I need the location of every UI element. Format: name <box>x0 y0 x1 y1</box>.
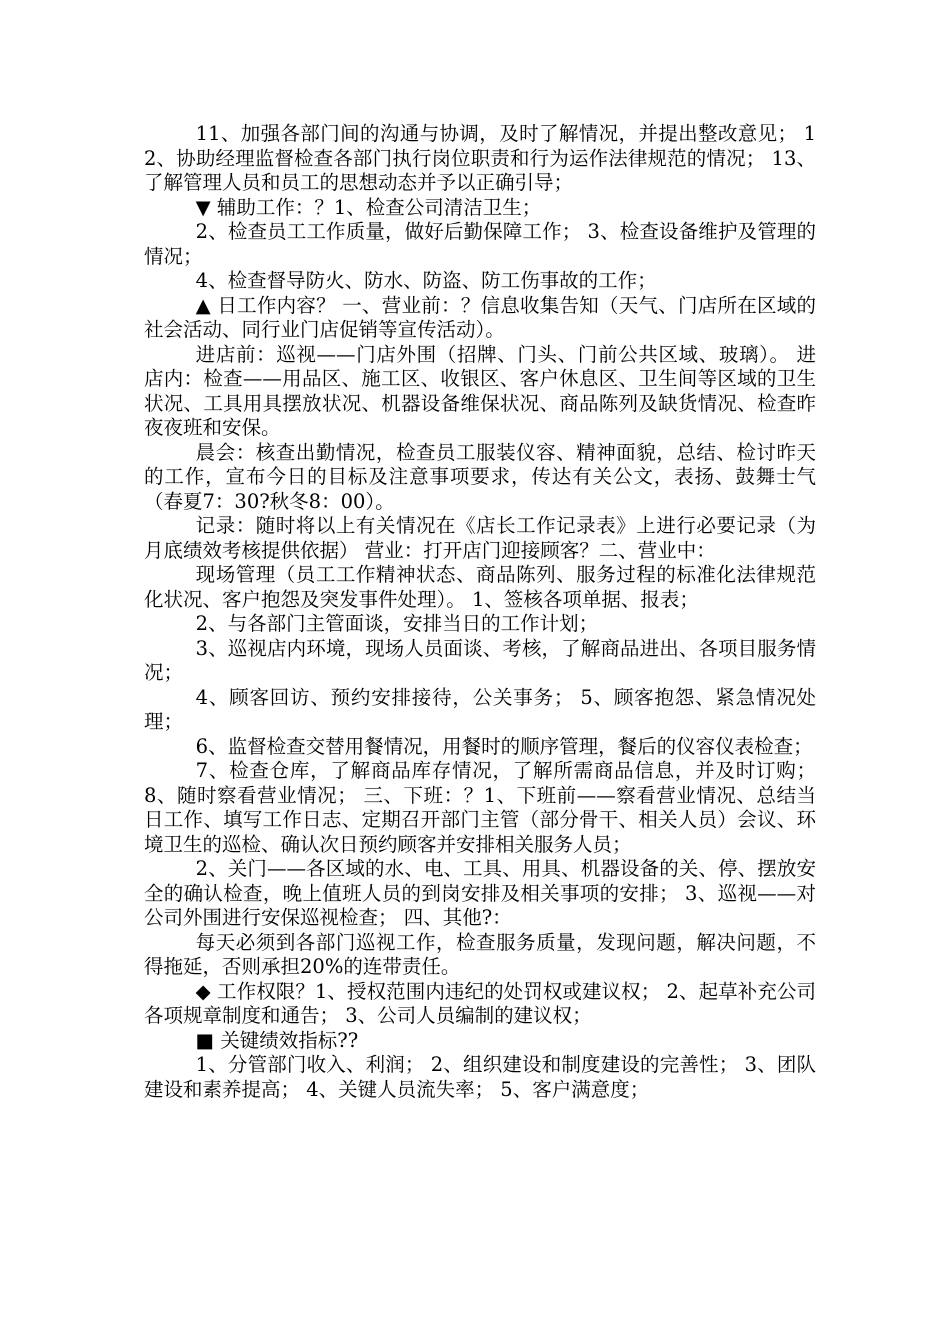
paragraph-supervisor-meetings: 2、与各部门主管面谈，安排当日的工作计划； <box>195 612 599 635</box>
paragraph-store-patrol: 3、巡视店内环境，现场人员面谈、考核，了解商品进出、各项目服务情况； <box>144 636 816 684</box>
paragraph-quality-equipment: 2、检查员工工作质量，做好后勤保障工作； 3、检查设备维护及管理的情况； <box>144 220 816 268</box>
paragraph-coordination-duties: 11、加强各部门间的沟通与协调，及时了解情况，并提出整改意见； 12、协助经理监督检查各部门执行岗位职责和行为运作法律规范的情况； 13、了解管理人员和员工的思想动态并予以正确引导； <box>144 122 816 194</box>
paragraph-safety-supervision: 4、检查督导防火、防水、防盗、防工伤事故的工作； <box>195 269 657 292</box>
paragraph-customer-followup: 4、顾客回访、预约安排接待，公关事务； 5、顾客抱怨、紧急情况处理； <box>144 685 816 733</box>
paragraph-record-and-opening: 记录：随时将以上有关情况在《店长工作记录表》上进行必要记录（为月底绩效考核提供依据） 营业：打开店门迎接顾客？二、营业中： <box>144 514 816 562</box>
paragraph-store-inspection: 进店前：巡视——门店外围（招牌、门头、门前公共区域、玻璃）。 进店内：检查——用品区、施工区、收银区、客户休息区、卫生间等区域的卫生状况、工具用具摆放状况、机器设备维保状况、商品陈列及缺货情况、检查昨夜夜班和安保。 <box>144 342 816 439</box>
paragraph-auxiliary-work: ▼ 辅助工作：？1、检查公司清洁卫生； <box>195 195 542 219</box>
paragraph-closing-checks: 2、关门——各区域的水、电、工具、用具、机器设备的关、停、摆放安全的确认检查，晚上值班人员的到岗安排及相关事项的安排； 3、巡视——对公司外围进行安保巡视检查； 四、其他?： <box>144 857 816 929</box>
paragraph-work-authority: ◆ 工作权限？1、授权范围内违纪的处罚权或建议权； 2、起草补充公司各项规章制度和通告； 3、公司人员编制的建议权； <box>144 979 816 1027</box>
paragraph-daily-patrol-responsibility: 每天必须到各部门巡视工作，检查服务质量，发现问题，解决问题，不得拖延，否则承担20%的连带责任。 <box>144 930 816 978</box>
paragraph-daily-work-before-opening: ▲ 日工作内容？ 一、营业前：？信息收集告知（天气、门店所在区域的社会活动、同行业门店促销等宣传活动）。 <box>144 293 816 341</box>
paragraph-kpi-list: 1、分管部门收入、利润； 2、组织建设和制度建设的完善性； 3、团队建设和素养提高； 4、关键人员流失率； 5、客户满意度； <box>144 1053 816 1101</box>
paragraph-warehouse-and-closing: 7、检查仓库，了解商品库存情况，了解所需商品信息，并及时订购； 8、随时察看营业情况； 三、下班：？1、下班前——察看营业情况、总结当日工作、填写工作日志、定期召开部门主管（部分骨干、相关人员）会议、环境卫生的巡检、确认次日预约顾客并安排相关服务人员； <box>144 759 823 856</box>
paragraph-meal-supervision: 6、监督检查交替用餐情况，用餐时的顺序管理，餐后的仪容仪表检查； <box>195 734 813 758</box>
paragraph-onsite-management: 现场管理（员工工作精神状态、商品陈列、服务过程的标准化法律规范化状况、客户抱怨及突发事件处理）。 1、签核各项单据、报表； <box>144 563 816 611</box>
document-body <box>144 122 823 1102</box>
paragraph-morning-meeting: 晨会：核查出勤情况，检查员工服装仪容、精神面貌，总结、检讨昨天的工作，宣布今日的目标及注意事项要求，传达有关公文，表扬、鼓舞士气（春夏7：30?秋冬8：00）。 <box>144 440 816 513</box>
paragraph-kpi-heading: ■ 关键绩效指标?? <box>195 1028 359 1052</box>
